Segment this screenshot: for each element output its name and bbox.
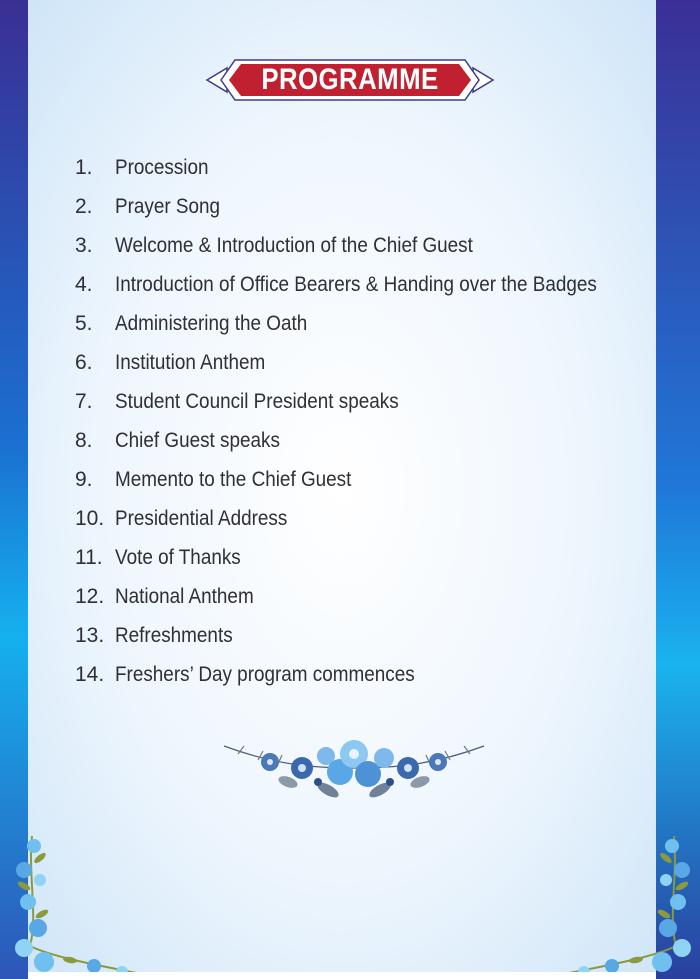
item-text: Presidential Address [115, 507, 288, 530]
item-text: Refreshments [115, 624, 233, 647]
item-text: Administering the Oath [115, 312, 308, 335]
item-number: 2. [75, 195, 93, 218]
bottom-edge [28, 972, 656, 979]
item-number: 11. [75, 546, 103, 569]
item-number: 10. [75, 507, 105, 530]
item-number: 6. [75, 351, 93, 374]
item-number: 7. [75, 390, 93, 413]
item-number: 5. [75, 312, 93, 335]
left-border [0, 0, 28, 979]
item-text: Prayer Song [115, 195, 221, 218]
title-banner [205, 54, 495, 106]
item-text: Freshers’ Day program commences [115, 663, 415, 686]
right-border [656, 0, 700, 979]
item-text: Procession [115, 156, 209, 179]
item-text: Chief Guest speaks [115, 429, 280, 452]
item-number: 1. [75, 156, 93, 179]
item-number: 12. [75, 585, 105, 608]
item-number: 3. [75, 234, 93, 257]
flower-vine-icon [10, 836, 150, 979]
item-number: 14. [75, 663, 105, 686]
item-text: Vote of Thanks [115, 546, 241, 569]
floral-divider-icon [218, 726, 490, 808]
item-text: Student Council President speaks [115, 390, 399, 413]
item-number: 4. [75, 273, 93, 296]
item-number: 9. [75, 468, 93, 491]
item-text: Memento to the Chief Guest [115, 468, 352, 491]
item-text: Introduction of Office Bearers & Handing over the Badges [115, 273, 597, 296]
item-text: National Anthem [115, 585, 254, 608]
item-number: 13. [75, 624, 105, 647]
item-number: 8. [75, 429, 93, 452]
item-text: Welcome & Introduction of the Chief Guest [115, 234, 473, 257]
page-title: PROGRAMME [261, 63, 439, 96]
item-text: Institution Anthem [115, 351, 266, 374]
flower-vine-icon [556, 836, 696, 979]
